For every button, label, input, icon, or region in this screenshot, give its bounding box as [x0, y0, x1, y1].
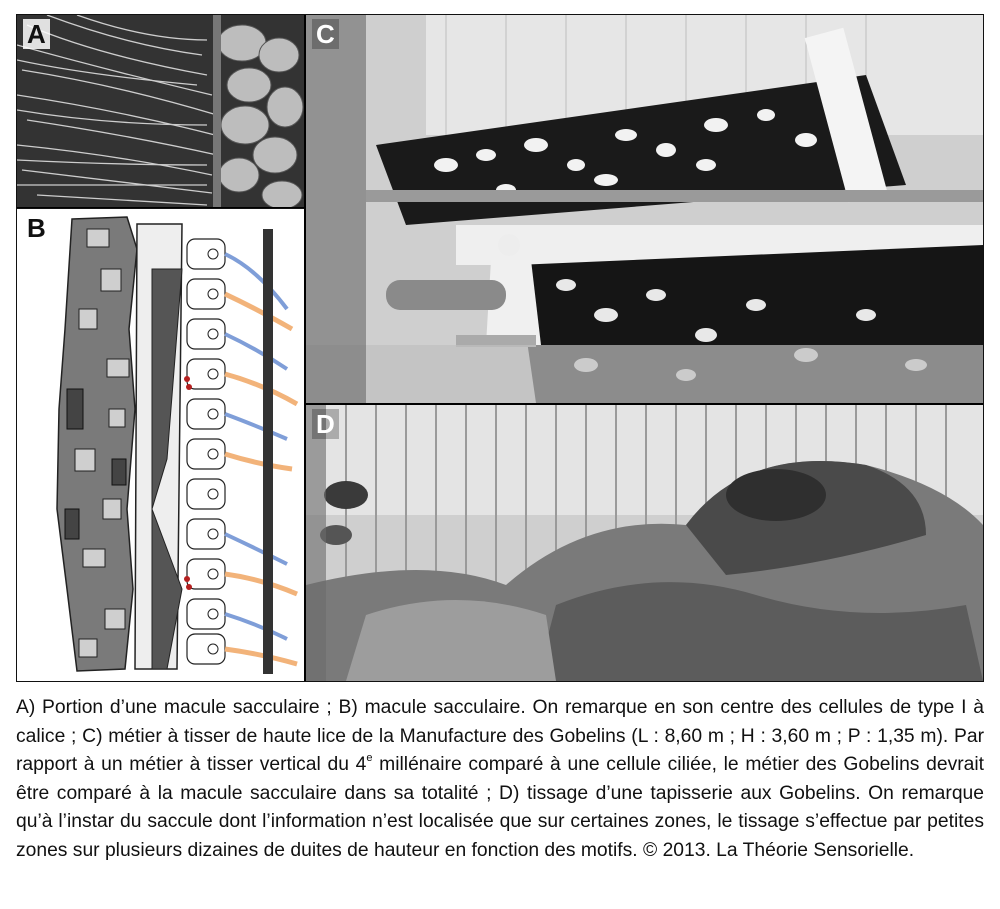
caption-superscript: e: [366, 751, 373, 764]
panel-c-letter: C: [312, 19, 339, 49]
tapestry-weaving-image: [306, 405, 983, 681]
panel-b-letter: B: [23, 213, 50, 243]
panel-d-photograph: [306, 405, 983, 681]
panel-b-diagram: [17, 208, 304, 681]
figure-caption: [16, 694, 984, 865]
macula-diagram: [17, 209, 304, 681]
panel-d-letter: D: [312, 409, 339, 439]
caption-text-part1: A) Portion d’une macule sacculaire ; B) macule sacculaire. On remarque en son centre des cellules de type I à calice ; C) métier à tisser de haute lice de la Manufacture des Gobelins (L : 8,60 m ; H : 3,60 m ; P : 1,35 m). Par rapport à un métier à tisser vertical du 4: [16, 697, 984, 775]
gobelins-loom-image: [306, 15, 983, 403]
panel-a-letter: A: [23, 19, 50, 49]
caption-text-part2: millénaire comparé à une cellule ciliée, le métier des Gobelins devrait être comparé à la macule sacculaire dans sa totalité ; D) tissage d’une tapisserie aux Gobelins. On remarque qu’à l’instar du saccule dont l’information n’est localisée que sur certaines zones, le tissage s’effectue par petites zones sur plusieurs dizaines de duites de hauteur en fonction des motifs. © 2013. La Théorie Sensorielle.: [16, 754, 984, 861]
panel-c-photograph: [306, 15, 983, 403]
panel-a-micrograph: [17, 15, 304, 207]
figure-composite: [16, 14, 984, 682]
macula-portion-image: [17, 15, 304, 207]
